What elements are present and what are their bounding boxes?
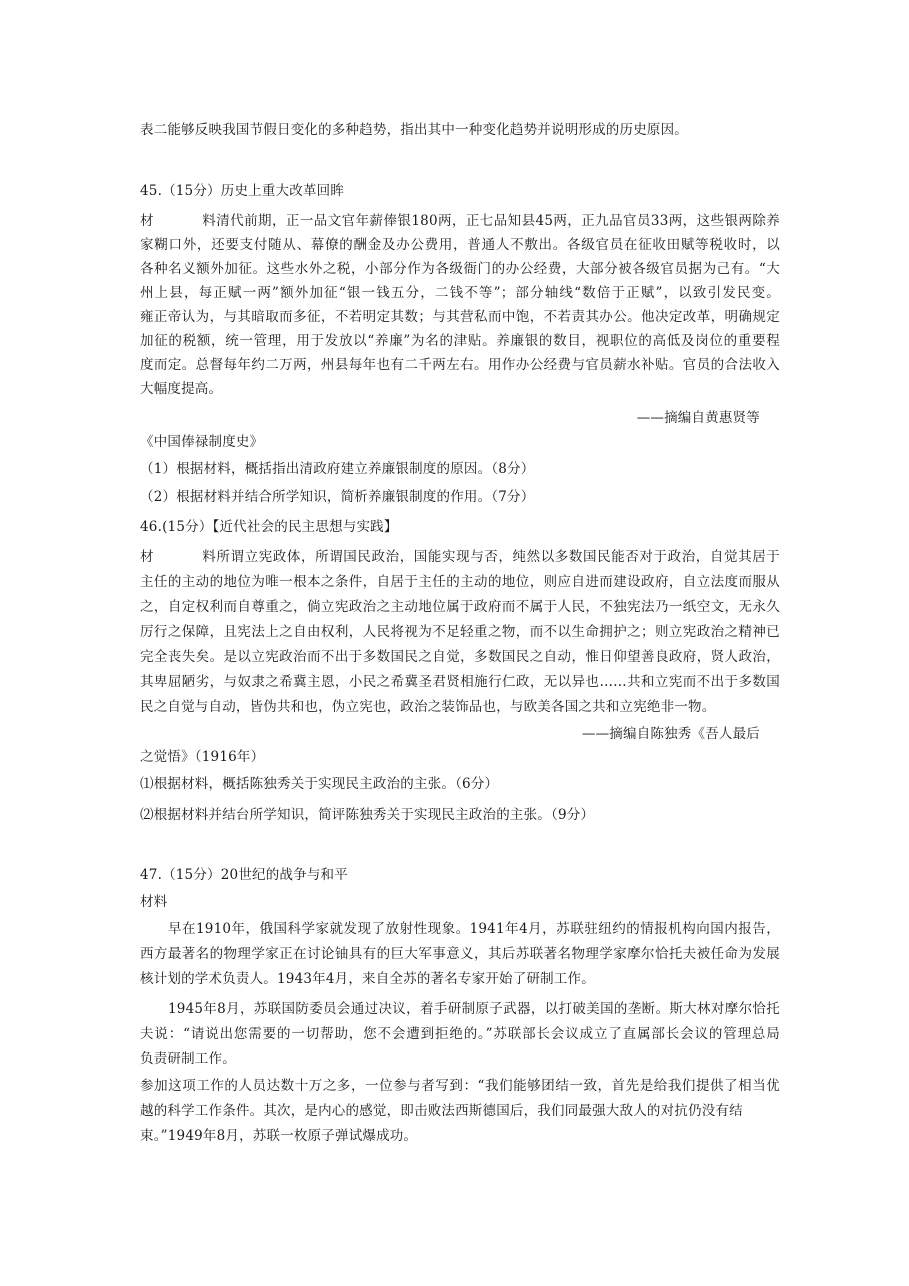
q45-line-7: 度而定。总督每年约二万两，州县每年也有二千两左右。用作办公经费与官员薪水补贴。官员的合法收入: [140, 357, 780, 373]
intro-question: 表二能够反映我国节假日变化的多种趋势，指出其中一种变化趋势并说明形成的历史原因。: [140, 122, 688, 138]
q45-line-3: 各种名义额外加征。这些水外之税，小部分作为各级衙门的办公经费，大部分被各级官员据为己有。“大: [140, 261, 780, 277]
q45-line-6: 加征的税额，统一管理，用于发放以“养廉”为名的津贴。养廉银的数目，视职位的高低及岗位的重要程: [140, 333, 780, 349]
q45-line-8: 大幅度提高。: [140, 381, 223, 397]
q45-question-1: （1）根据材料，概括指出清政府建立养廉银制度的原因。（8分）: [140, 461, 535, 477]
q46-source-cont: 之觉悟》（1916年）: [140, 749, 265, 765]
q46-line-3: 之，自定权利而自尊重之，倘立宪政治之主动地位属于政府而不属于人民，不独宪法乃一纸空文，无永久: [140, 599, 780, 615]
q47-heading: 47.（15分）20世纪的战争与和平: [140, 867, 348, 883]
q47-p3-line-2: 越的科学工作条件。其次，是内心的感觉，即击败法西斯德国后，我们同最强大敌人的对抗仍没有结: [140, 1103, 743, 1119]
q45-line-2: 家糊口外，还要支付随从、幕僚的酬金及办公费用，普通人不敷出。各级官员在征收田赋等税收时，以: [140, 237, 780, 253]
q47-p3-line-3: 束。”1949年8月，苏联一枚原子弹试爆成功。: [140, 1128, 418, 1144]
q47-material-label: 材料: [140, 894, 168, 910]
q45-line-4: 州上县，每正赋一两”额外加征“银一钱五分，二钱不等”；部分轴线“数倍于正赋”，以致引发民变。: [140, 285, 780, 301]
q47-p3-line-1: 参加这项工作的人员达数十万之多，一位参与者写到：“我们能够团结一致，首先是给我们提供了相当优: [140, 1078, 780, 1094]
q46-line-7: 民之自觉与自动，皆伪共和也，伪立宪也，政治之装饰品也，与欧美各国之共和立宪绝非一物。: [140, 699, 716, 715]
q47-p2-line-2: 夫说：“请说出您需要的一切帮助，您不会遭到拒绝的。”苏联部长会议成立了直属部长会议的管理总局: [140, 1026, 780, 1042]
q45-line-5: 雍正帝认为，与其暗取而多征，不若明定其数；与其营私而中饱，不若责其办公。他决定改革，明确规定: [140, 309, 780, 325]
q45-line-1: 材料清代前期，正一品文官年薪俸银180两，正七品知县45两，正九品官员33两，这些银两除养: [140, 213, 780, 229]
q46-line-4: 厉行之保障，且宪法上之自由权利，人民将视为不足轻重之物，而不以生命拥护之；则立宪政治之精神已: [140, 624, 780, 640]
q46-question-2: ⑵根据材料并结台所学知识，简评陈独秀关于实现民主政治的主张。（9分）: [140, 807, 595, 823]
q46-line-2: 主任的主动的地位为唯一根本之条件，自居于主任的主动的地位，则应自进而建设政府，自立法度而服从: [140, 574, 780, 590]
q47-p2-line-1: 1945年8月，苏联国防委员会通过决议，着手研制原子武器，以打破美国的垄断。斯大林对摩尔恰托: [168, 1001, 780, 1017]
q45-heading: 45.（15分）历史上重大改革回眸: [140, 183, 345, 199]
q45-material-label: 材料: [140, 213, 216, 229]
q46-question-1: ⑴根据材料，概括陈独秀关于实现民主政治的主张。（6分）: [140, 776, 499, 792]
q46-line-1: 材料所谓立宪政体，所谓国民政治，国能实现与否，纯然以多数国民能否对于政治，自觉其居于: [140, 549, 780, 565]
q46-line-5: 完全丧失矣。是以立宪政治而不出于多数国民之自觉，多数国民之自动，惟日仰望善良政府，贤人政治，: [140, 649, 780, 665]
q47-p1-line-3: 核计划的学术负责人。1943年4月，来自全苏的著名专家开始了研制工作。: [140, 971, 595, 987]
q47-p1-line-2: 西方最著名的物理学家正在讨论铀具有的巨大军事意义，其后苏联著名物理学家摩尔恰托夫被任命为发展: [140, 946, 780, 962]
q46-line-6: 其卑屈陋劣，与奴隶之希冀主恩，小民之希冀圣君贤相施行仁政，无以异也……共和立宪而不出于多数国: [140, 674, 780, 690]
q45-question-2: （2）根据材料并结合所学知识，简析养廉银制度的作用。（7分）: [140, 489, 535, 505]
q47-p2-line-3: 负责研制工作。: [140, 1051, 236, 1067]
q46-heading: 46.(15分）【近代社会的民主思想与实践】: [140, 519, 398, 535]
q46-source: ——摘编自陈独秀《吾人最后: [581, 726, 760, 742]
q45-source: ——摘编自黄惠贤等: [636, 410, 760, 426]
q46-material-label: 材料: [140, 549, 216, 565]
q47-p1-line-1: 早在1910年，俄国科学家就发现了放射性现象。1941年4月，苏联驻纽约的情报机构向国内报告，: [168, 921, 780, 937]
q45-source-cont: 《中国俸禄制度史》: [140, 434, 264, 450]
